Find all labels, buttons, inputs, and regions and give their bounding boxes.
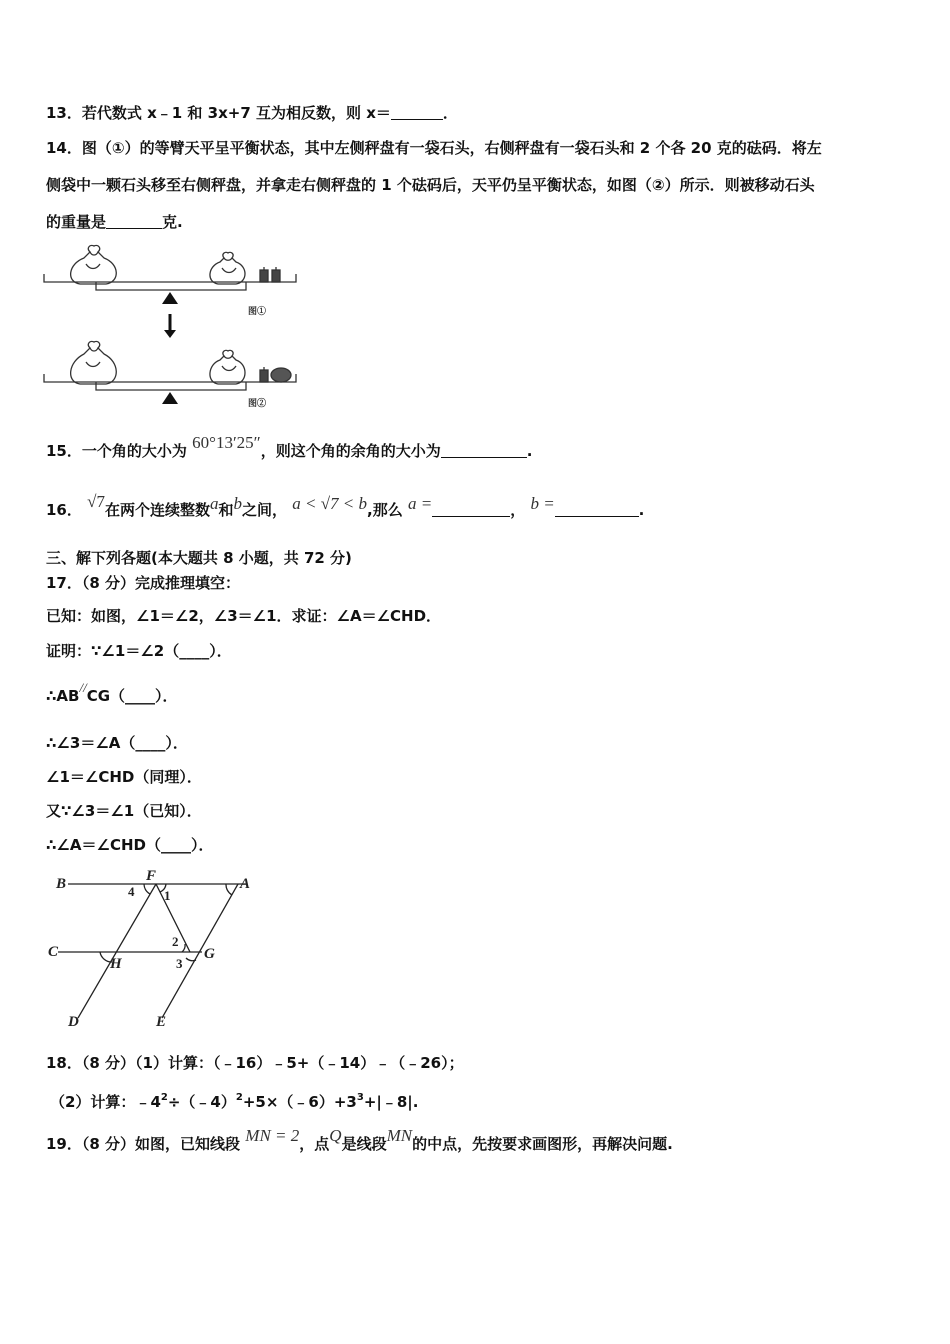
q16-end: .: [638, 501, 645, 519]
q15-angle: [192, 433, 261, 452]
q18-part2-pre: （2）计算：﹣4: [50, 1093, 161, 1111]
q19-segment: MN = 2: [245, 1126, 300, 1145]
balance-svg: [40, 236, 310, 416]
q19-point: Q: [329, 1126, 342, 1145]
q19-post: 的中点，先按要求画图形，再解决问题.: [412, 1135, 673, 1153]
geometry-svg: [44, 866, 264, 1031]
q15-end: .: [526, 442, 533, 460]
q19-pre: （8 分）如图，已知线段: [81, 1135, 241, 1153]
label-H: H: [110, 956, 122, 972]
q18-exp-3: 3: [356, 1092, 364, 1103]
q16-text-2: 和: [218, 501, 234, 519]
q17-proof-3: ∴∠3＝∠A（____）．: [46, 734, 188, 752]
q14-number: 14．: [46, 139, 82, 157]
label-C: C: [48, 944, 59, 960]
label-A: A: [240, 876, 251, 892]
q17-given: 已知：如图，∠1＝∠2，∠3＝∠1．求证：∠A＝∠CHD．: [46, 607, 442, 625]
question-14-line-1: [46, 138, 822, 158]
q17-proof-4: ∠1＝∠CHD（同理）．: [46, 768, 202, 786]
q17-proof-2: [46, 680, 178, 707]
weight-icon: [272, 270, 280, 282]
stone-bag-icon: [71, 341, 117, 384]
beam-2: [44, 374, 296, 382]
q16-text-4: ,那么: [367, 501, 403, 519]
q13-number: 13．: [46, 104, 82, 122]
balance-figure: [40, 236, 310, 420]
q18-exp-1: 2: [160, 1092, 168, 1103]
q14-line3-pre: 的重量是: [46, 213, 107, 231]
q17-proof-1: 证明：∵∠1＝∠2（____）．: [46, 642, 232, 660]
q18-number: 18．: [46, 1054, 82, 1072]
q16-a-blank[interactable]: [432, 502, 510, 517]
line-FD: [78, 884, 156, 1018]
q18-part2-mid2: +5×（﹣6）+3: [242, 1093, 357, 1111]
q18-exp-2: 2: [235, 1092, 243, 1103]
q18-part2-mid: ÷（﹣4）: [167, 1093, 236, 1111]
q15-pre: 一个角的大小为: [81, 442, 187, 460]
q17-number: 17．: [46, 574, 82, 592]
label-D: D: [68, 1014, 79, 1030]
q16-text-3: 之间，: [241, 501, 287, 519]
label-G: G: [204, 946, 215, 962]
question-18-part-1: [46, 1053, 464, 1073]
q16-number: 16．: [46, 501, 82, 519]
q14-answer-blank[interactable]: [106, 214, 162, 229]
fulcrum-icon: [162, 292, 178, 304]
q16-a-eq: a =: [407, 494, 433, 513]
q13-end: ．: [442, 104, 458, 122]
q15-post: ，则这个角的余角的大小为: [260, 442, 441, 460]
angle-1: 1: [164, 888, 171, 903]
question-15: [46, 433, 533, 461]
q18-part2-end: +|﹣8|.: [363, 1093, 419, 1111]
q17-proof-5: 又∵∠3＝∠1（已知）．: [46, 802, 202, 820]
fulcrum-icon: [162, 392, 178, 404]
question-19: [46, 1126, 673, 1154]
q13-answer-blank[interactable]: [391, 105, 443, 120]
question-14-line-3: [46, 212, 183, 232]
q16-text-1: 在两个连续整数: [104, 501, 210, 519]
stone-bag-icon: [210, 252, 245, 284]
q15-angle-deg: 60°: [192, 433, 216, 452]
q14-line1: 图（①）的等臂天平呈平衡状态，其中左侧秤盘有一袋石头，右侧秤盘有一袋石头和 2 个各 20 克的砝码．将左: [81, 139, 822, 157]
label-B: B: [56, 876, 67, 892]
label-F: F: [146, 868, 157, 884]
q16-sqrt7: √7: [87, 492, 105, 511]
angle-4: 4: [128, 884, 135, 899]
question-14-line-2: [46, 175, 815, 195]
q17-proof-6: ∴∠A＝∠CHD（____）．: [46, 836, 214, 854]
q16-b-eq: b =: [530, 494, 555, 513]
stone-bag-icon: [71, 245, 117, 284]
question-18-part-2: [50, 1088, 419, 1112]
angle-3: 3: [176, 956, 183, 971]
arrow-down-icon: [164, 330, 176, 338]
question-13: [46, 103, 458, 123]
question-17-title: [46, 573, 240, 593]
figure-label-2: 图②: [248, 398, 267, 408]
label-E: E: [156, 1014, 167, 1030]
q17-title: （8 分）完成推理填空：: [81, 574, 241, 592]
q15-answer-blank[interactable]: [441, 443, 527, 458]
q17-proof2-post: CG（____）．: [86, 687, 178, 705]
q17-proof2-pre: ∴AB: [46, 687, 80, 705]
weight-icon: [260, 370, 268, 382]
question-16: [46, 492, 645, 520]
q19-number: 19．: [46, 1135, 82, 1153]
q16-var-b: b: [233, 494, 242, 513]
q16-inequality: a < √7 < b: [292, 494, 368, 513]
section-3-title: 三、解下列各题(本大题共 8 小题，共 72 分): [46, 549, 352, 567]
q15-number: 15．: [46, 442, 82, 460]
q16-comma: ，: [510, 501, 526, 519]
parallel-symbol: //: [79, 680, 87, 695]
q16-b-blank[interactable]: [555, 502, 639, 517]
q13-text: 若代数式 x﹣1 和 3x+7 互为相反数，则 x＝: [81, 104, 391, 122]
weight-icon: [260, 270, 268, 282]
q15-angle-min: 13′: [215, 433, 237, 452]
figure-label-1: 图①: [248, 306, 267, 316]
line-AE: [162, 884, 238, 1018]
stone-icon: [271, 368, 291, 382]
q15-angle-sec: 25″: [236, 433, 261, 452]
q14-line2: 侧袋中一颗石头移至右侧秤盘，并拿走右侧秤盘的 1 个砝码后，天平仍呈平衡状态，如图（②）所示．则被移动石头: [46, 176, 815, 194]
q14-line3-post: 克.: [162, 213, 183, 231]
q19-mid2: 是线段: [341, 1135, 387, 1153]
q19-segment-2: MN: [386, 1126, 413, 1145]
q19-mid1: ，点: [299, 1135, 330, 1153]
q16-var-a: a: [209, 494, 219, 513]
geometry-figure: [44, 866, 264, 1035]
stone-bag-icon: [210, 350, 245, 384]
angle-2: 2: [172, 934, 179, 949]
beam-1: [44, 274, 296, 282]
q18-part1: （8 分）（1）计算：（﹣16）﹣5+（﹣14）﹣（﹣26）；: [81, 1054, 464, 1072]
